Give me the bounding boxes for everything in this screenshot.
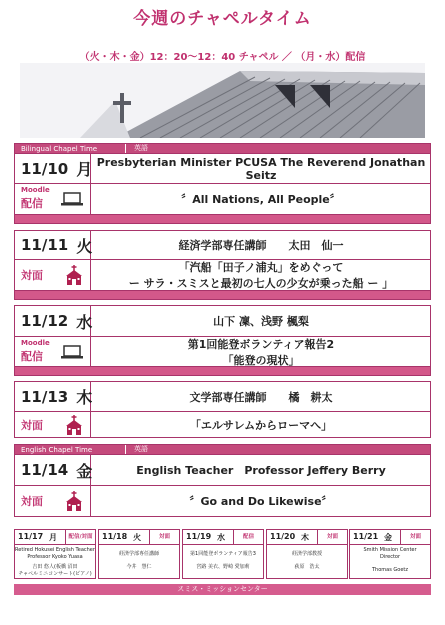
card-mode-tag: 対面 bbox=[149, 530, 179, 544]
card-weekday: 月 bbox=[49, 533, 57, 542]
card-line: Director bbox=[379, 554, 401, 560]
card-weekday: 水 bbox=[217, 533, 225, 542]
speaker-row bbox=[14, 305, 431, 337]
sermon-title: 〞Go and Do Likewise〞 bbox=[189, 495, 333, 508]
separator-bar bbox=[14, 291, 431, 300]
card-body bbox=[183, 545, 263, 571]
church-icon bbox=[65, 491, 83, 511]
footer-organization: スミス・ミッションセンター bbox=[14, 584, 431, 595]
card-mode-tag: 対面 bbox=[400, 530, 430, 544]
date: 11/11 bbox=[21, 236, 69, 254]
speaker-row bbox=[14, 381, 431, 412]
laptop-icon bbox=[61, 192, 83, 206]
card-line: Retired Hokusei English Teacher bbox=[15, 547, 95, 553]
weekday: 金 bbox=[76, 461, 93, 481]
date-cell bbox=[15, 306, 91, 336]
speaker: Presbyterian Minister PCUSA The Reverend Jonathan Seitz bbox=[96, 155, 426, 182]
chapel-entry-1110 bbox=[14, 143, 431, 224]
speaker: 文学部専任講師 橘 耕太 bbox=[189, 390, 333, 404]
card-date: 11/17 bbox=[18, 532, 44, 541]
card-mode-tag: 対面 bbox=[317, 530, 347, 544]
title-row bbox=[14, 184, 431, 215]
chapel-entry-1113 bbox=[14, 381, 431, 438]
card-body bbox=[15, 545, 95, 578]
moodle-label: Moodle bbox=[21, 186, 50, 194]
date-cell bbox=[15, 455, 91, 485]
mode-cell bbox=[15, 412, 91, 437]
next-week-card-1117 bbox=[14, 529, 96, 579]
speaker-row bbox=[14, 230, 431, 260]
card-body bbox=[350, 545, 430, 574]
separator-bar bbox=[14, 215, 431, 224]
sermon-title: 「エルサレムからローマへ」 bbox=[189, 418, 333, 432]
sermon-title bbox=[92, 337, 430, 366]
speaker: English Teacher Professor Jeffery Berry bbox=[136, 464, 386, 477]
card-weekday: 金 bbox=[384, 533, 392, 542]
mode-cell bbox=[15, 260, 91, 290]
card-line: 今井 慧仁 bbox=[126, 564, 152, 570]
date-cell bbox=[15, 231, 91, 259]
card-header bbox=[99, 530, 179, 545]
card-header bbox=[267, 530, 347, 545]
mode-label: 配信 bbox=[21, 350, 43, 363]
card-line: 吉田 悠人(板橋 沼田 bbox=[32, 564, 78, 570]
sermon-title-line1: 第1回能登ボランティア報告2 bbox=[187, 337, 335, 351]
card-line: Thomas Goetz bbox=[371, 567, 408, 573]
speaker-row bbox=[14, 455, 431, 486]
card-date: 11/19 bbox=[186, 532, 212, 541]
mode-label: 対面 bbox=[21, 495, 43, 508]
weekday: 水 bbox=[76, 312, 93, 332]
date-cell bbox=[15, 382, 91, 411]
date: 11/14 bbox=[21, 461, 69, 479]
card-line: 経済学部教授 bbox=[291, 551, 322, 557]
title-row bbox=[14, 412, 431, 438]
card-header bbox=[15, 530, 95, 545]
card-weekday: 木 bbox=[301, 533, 309, 542]
speaker-row bbox=[14, 154, 431, 184]
sermon-title: 〞All Nations, All People〞 bbox=[181, 193, 341, 206]
card-header bbox=[183, 530, 263, 545]
next-week-card-1118 bbox=[98, 529, 180, 579]
card-line: Smith Mission Center bbox=[363, 547, 417, 553]
title-row bbox=[14, 486, 431, 517]
card-line: Professor Kyoko Yuasa bbox=[27, 554, 83, 560]
mode-cell bbox=[15, 486, 91, 516]
sermon-title-line2: ー サラ・スミスと最初の七人の少女が乗った船 ー 」 bbox=[128, 277, 394, 290]
mode-cell bbox=[15, 337, 91, 366]
next-week-card-1119 bbox=[182, 529, 264, 579]
card-line: チャペルミニコンサート(ピアノ) bbox=[18, 571, 92, 577]
mode-cell bbox=[15, 184, 91, 214]
card-line: 荻原 浩太 bbox=[294, 564, 320, 570]
next-week-card-1120 bbox=[266, 529, 348, 579]
weekday: 月 bbox=[76, 160, 93, 179]
sermon-title bbox=[92, 260, 430, 290]
language-label: 英語 bbox=[125, 445, 165, 454]
bar-label: Bilingual Chapel Time bbox=[21, 145, 98, 153]
card-header bbox=[350, 530, 430, 545]
page-title: 今週のチャペルタイム bbox=[133, 9, 312, 29]
card-body bbox=[99, 545, 179, 571]
date: 11/13 bbox=[21, 387, 69, 406]
date: 11/10 bbox=[21, 159, 69, 178]
card-body bbox=[267, 545, 347, 571]
laptop-icon bbox=[61, 345, 83, 359]
title-row bbox=[14, 260, 431, 291]
moodle-label: Moodle bbox=[21, 339, 50, 347]
date: 11/12 bbox=[21, 312, 69, 330]
card-line: 宮路 美衣、野崎 愛加莉 bbox=[196, 564, 250, 570]
speaker: 経済学部専任講師 太田 仙一 bbox=[178, 239, 344, 252]
weekday: 木 bbox=[76, 388, 93, 407]
date-cell bbox=[15, 154, 91, 183]
card-line: 第1回能登ボランティア報告3 bbox=[190, 551, 256, 557]
sermon-title-line1: 「汽船「田子ノ浦丸」をめぐって bbox=[178, 261, 344, 274]
next-week-card-1121 bbox=[349, 529, 431, 579]
bilingual-chapel-bar bbox=[14, 143, 431, 154]
weekday: 火 bbox=[76, 236, 93, 256]
title-row bbox=[14, 337, 431, 367]
card-date: 11/21 bbox=[353, 532, 379, 541]
card-mode-tag: 配信/対面 bbox=[65, 530, 95, 544]
bar-label: English Chapel Time bbox=[21, 446, 93, 454]
card-mode-tag: 配信 bbox=[233, 530, 263, 544]
church-icon bbox=[65, 415, 83, 435]
speaker: 山下 凜、浅野 楓梨 bbox=[213, 315, 309, 328]
mode-label: 配信 bbox=[21, 197, 43, 210]
chapel-entry-1112 bbox=[14, 305, 431, 376]
sermon-title-line2: 「能登の現状」 bbox=[222, 353, 300, 367]
separator-bar bbox=[14, 367, 431, 376]
mode-label: 対面 bbox=[21, 269, 43, 282]
card-date: 11/18 bbox=[102, 532, 128, 541]
language-label: 英語 bbox=[125, 144, 165, 153]
english-chapel-bar bbox=[14, 444, 431, 455]
chapel-building-photo bbox=[20, 63, 425, 138]
chapel-entry-1114 bbox=[14, 444, 431, 517]
card-line: 経済学部専任講師 bbox=[118, 551, 159, 557]
card-weekday: 火 bbox=[133, 533, 141, 542]
church-icon bbox=[65, 265, 83, 285]
schedule-subtitle: （火・木・金）12：20〜12：40 チャペル ／ （月・水）配信 bbox=[79, 52, 366, 63]
mode-label: 対面 bbox=[21, 418, 43, 432]
chapel-entry-1111 bbox=[14, 230, 431, 300]
card-date: 11/20 bbox=[270, 532, 296, 541]
